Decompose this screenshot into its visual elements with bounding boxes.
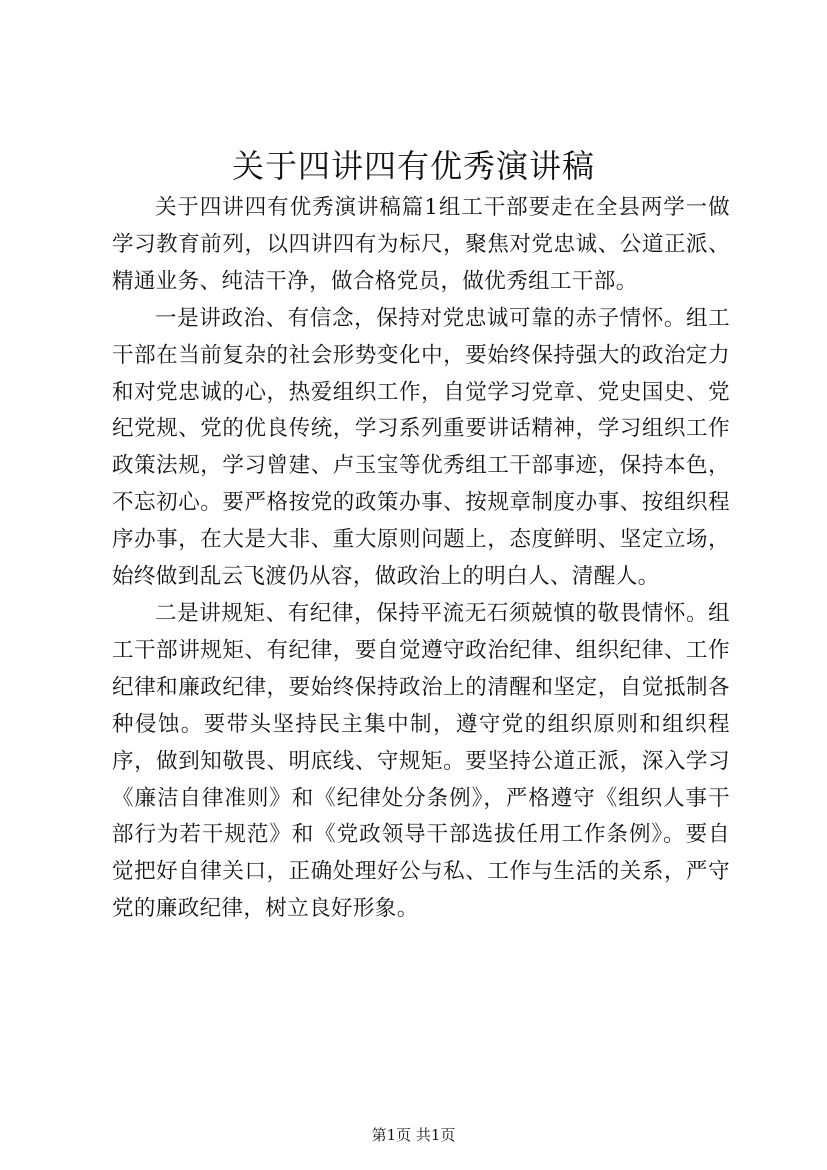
document-body (112, 190, 730, 928)
paragraph-intro: 关于四讲四有优秀演讲稿篇1组工干部要走在全县两学一做学习教育前列，以四讲四有为标尺，聚焦对党忠诚、公道正派、精通业务、纯洁干净，做合格党员，做优秀组工干部。 (112, 195, 730, 294)
page-footer: 第1页 共1页 (371, 1126, 456, 1144)
document-title: 关于四讲四有优秀演讲稿 (231, 147, 595, 185)
paragraph-politics: 一是讲政治、有信念，保持对党忠诚可靠的赤子情怀。组工干部在当前复杂的社会形势变化中，要始终保持强大的政治定力和对党忠诚的心，热爱组织工作，自觉学习党章、党史国史、党纪党规、党的优良传统，学习系列重要讲话精神，学习组织工作政策法规，学习曾建、卢玉宝等优秀组工干部事迹，保持本色，不忘初心。要严格按党的政策办事、按规章制度办事、按组织程序办事，在大是大非、重大原则问题上，态度鲜明、坚定立场，始终做到乱云飞渡仍从容，做政治上的明白人、清醒人。 (112, 305, 730, 590)
paragraph-discipline: 二是讲规矩、有纪律，保持平流无石须兢慎的敬畏情怀。组工干部讲规矩、有纪律，要自觉遵守政治纪律、组织纪律、工作纪律和廉政纪律，要始终保持政治上的清醒和坚定，自觉抵制各种侵蚀。要带头坚持民主集中制，遵守党的组织原则和组织程序，做到知敬畏、明底线、守规矩。要坚持公道正派，深入学习《廉洁自律准则》和《纪律处分条例》，严格遵守《组织人事干部行为若干规范》和《党政领导干部选拔任用工作条例》。要自觉把好自律关口，正确处理好公与私、工作与生活的关系，严守党的廉政纪律，树立良好形象。 (112, 600, 730, 922)
